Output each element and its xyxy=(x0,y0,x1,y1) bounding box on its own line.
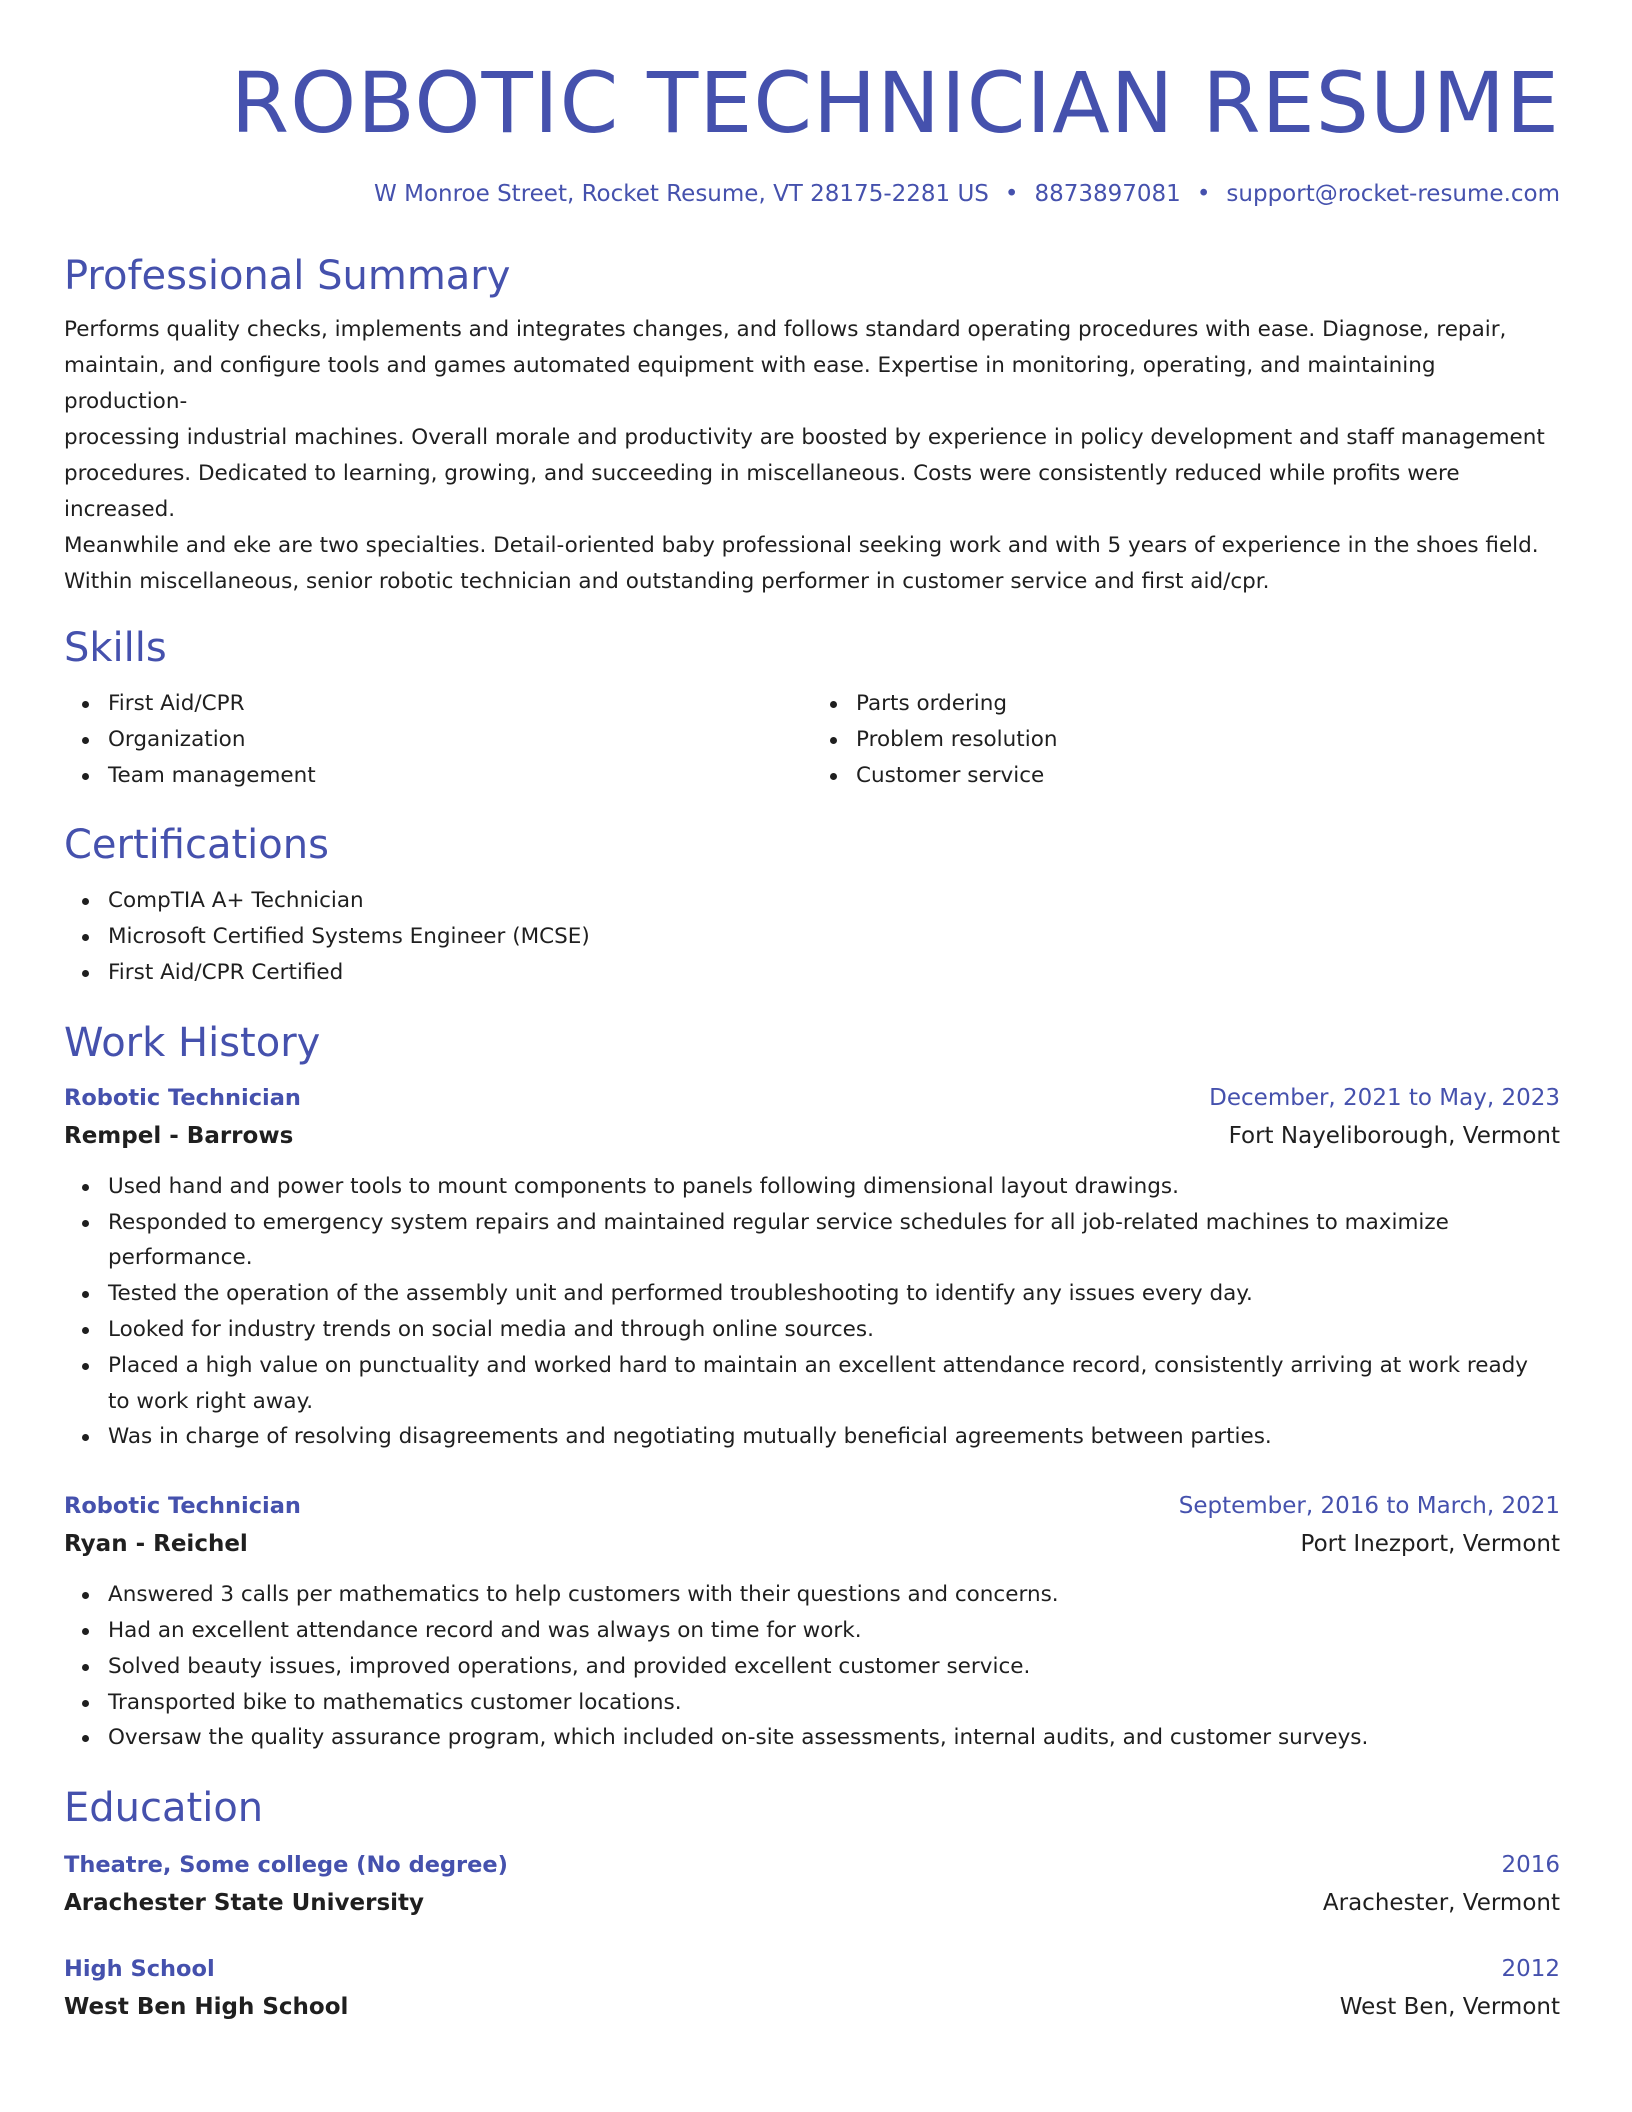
job-bullets xyxy=(64,1577,1560,1756)
job-location: Port Inezport, Vermont xyxy=(1300,1531,1560,1558)
summary-line: Meanwhile and eke are two specialties. Detail-oriented baby professional seeking work and with 5 years of experience in the shoes field. xyxy=(64,533,1539,558)
skill-item: Team management xyxy=(108,758,812,794)
summary-line: Within miscellaneous, senior robotic technician and outstanding performer in customer service and first aid/cpr. xyxy=(64,569,1270,594)
certifications-heading: Certifications xyxy=(64,822,329,869)
certifications-list xyxy=(64,883,1560,990)
education-location: West Ben, Vermont xyxy=(1339,1994,1560,2021)
education-location: Arachester, Vermont xyxy=(1322,1890,1560,1917)
education-entry xyxy=(64,1950,1560,2026)
certification-item: First Aid/CPR Certified xyxy=(108,955,1560,991)
job-dates: September, 2016 to March, 2021 xyxy=(1178,1493,1560,1520)
job-bullet: Answered 3 calls per mathematics to help customers with their questions and concerns. xyxy=(108,1577,1560,1613)
skill-item: Customer service xyxy=(856,758,1560,794)
summary-heading: Professional Summary xyxy=(64,253,511,299)
contact-address: W Monroe Street, Rocket Resume, VT 28175-2281 US xyxy=(374,181,989,207)
job-bullet: Oversaw the quality assurance program, which included on-site assessments, internal audits, and customer surveys. xyxy=(108,1720,1560,1756)
job-title: Robotic Technician xyxy=(64,1493,301,1520)
summary-line: maintain, and configure tools and games automated equipment with ease. Expertise in monitoring, operating, and maintaining production- xyxy=(64,353,1436,414)
education-school: Arachester State University xyxy=(64,1890,425,1917)
job-employer: Rempel - Barrows xyxy=(64,1122,294,1149)
contact-phone: 8873897081 xyxy=(1034,181,1181,207)
education-school-row xyxy=(64,1884,1560,1922)
certification-item: CompTIA A+ Technician xyxy=(108,883,1560,919)
job-bullet: Transported bike to mathematics customer locations. xyxy=(108,1685,1560,1721)
job-header-row xyxy=(64,1079,1560,1117)
skills-column-left xyxy=(64,686,812,793)
summary-text xyxy=(64,312,1560,600)
job-employer-row xyxy=(64,1117,1560,1155)
job-employer-row xyxy=(64,1525,1560,1563)
education-school-row xyxy=(64,1988,1560,2026)
contact-separator: • xyxy=(1004,181,1019,207)
education-heading: Education xyxy=(64,1785,264,1832)
job-header-row xyxy=(64,1487,1560,1525)
contact-line xyxy=(64,178,1560,210)
skills-heading: Skills xyxy=(64,625,167,671)
summary-line: processing industrial machines. Overall morale and productivity are boosted by experience in policy development and staff management xyxy=(64,425,1545,450)
skill-item: Parts ordering xyxy=(856,686,1560,722)
skills-column-right xyxy=(812,686,1560,793)
job-bullet: Solved beauty issues, improved operations, and provided excellent customer service. xyxy=(108,1649,1560,1685)
education-header-row xyxy=(64,1846,1560,1884)
education-school: West Ben High School xyxy=(64,1994,349,2021)
contact-separator: • xyxy=(1196,181,1211,207)
education-year: 2016 xyxy=(1501,1852,1560,1879)
skill-item: Organization xyxy=(108,722,812,758)
education-entry xyxy=(64,1846,1560,1922)
education-year: 2012 xyxy=(1501,1956,1560,1983)
education-degree: Theatre, Some college (No degree) xyxy=(64,1852,508,1879)
job-bullet: Had an excellent attendance record and was always on time for work. xyxy=(108,1613,1560,1649)
job-entry xyxy=(64,1487,1560,1756)
job-bullet: Placed a high value on punctuality and worked hard to maintain an excellent attendance record, consistently arriving at work ready to work right away. xyxy=(108,1348,1560,1420)
job-employer: Ryan - Reichel xyxy=(64,1531,248,1558)
job-bullet: Responded to emergency system repairs and maintained regular service schedules for all job-related machines to maximize performance. xyxy=(108,1205,1560,1277)
job-bullet: Was in charge of resolving disagreements and negotiating mutually beneficial agreements between parties. xyxy=(108,1419,1560,1455)
contact-email[interactable]: support@rocket-resume.com xyxy=(1226,181,1560,207)
job-title: Robotic Technician xyxy=(64,1084,301,1111)
resume-name: ROBOTIC TECHNICIAN RESUME xyxy=(230,54,1560,152)
work-history-heading: Work History xyxy=(64,1019,321,1066)
job-bullets xyxy=(64,1169,1560,1455)
resume-page xyxy=(64,0,1560,2026)
education-degree: High School xyxy=(64,1956,215,1983)
skill-item: First Aid/CPR xyxy=(108,686,812,722)
education-header-row xyxy=(64,1950,1560,1988)
summary-line: procedures. Dedicated to learning, growing, and succeeding in miscellaneous. Costs were consistently reduced while profits were increased. xyxy=(64,461,1460,522)
job-entry xyxy=(64,1079,1560,1455)
skills-list xyxy=(64,686,1560,793)
resume-header xyxy=(64,0,1560,210)
job-location: Fort Nayeliborough, Vermont xyxy=(1228,1122,1560,1149)
job-bullet: Tested the operation of the assembly unit and performed troubleshooting to identify any issues every day. xyxy=(108,1276,1560,1312)
job-bullet: Used hand and power tools to mount components to panels following dimensional layout drawings. xyxy=(108,1169,1560,1205)
certification-item: Microsoft Certified Systems Engineer (MCSE) xyxy=(108,919,1560,955)
job-dates: December, 2021 to May, 2023 xyxy=(1209,1084,1560,1111)
skill-item: Problem resolution xyxy=(856,722,1560,758)
job-bullet: Looked for industry trends on social media and through online sources. xyxy=(108,1312,1560,1348)
summary-line: Performs quality checks, implements and integrates changes, and follows standard operating procedures with ease. Diagnose, repair, xyxy=(64,317,1507,342)
